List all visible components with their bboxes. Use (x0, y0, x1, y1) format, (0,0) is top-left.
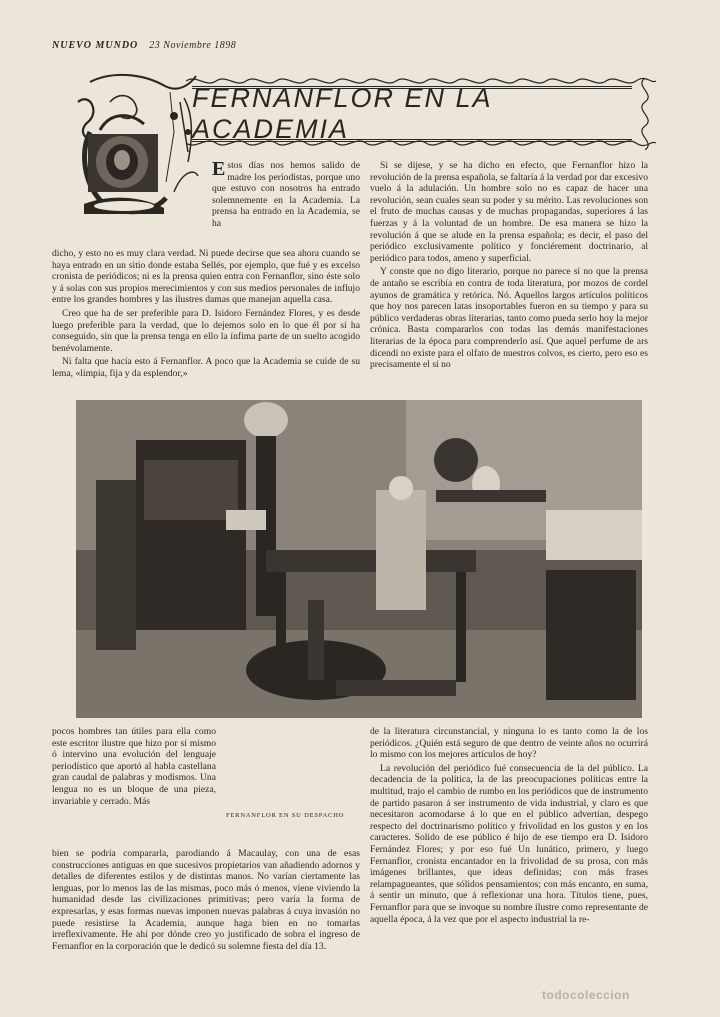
paragraph: Si se dijese, y se ha dicho en efecto, que Fernanflor hizo la revolución de la prensa española, se faltaría á la verdad por dar excesivo vuelo á la adulación. Un hombre solo no es capaz de hacer una revolución, sean cuales sean su poder y su mérito. Las revoluciones son el fruto de muchas causas y de muchas propagandas, superiores á las fuerzas y á la voluntad de un hombre. De esa manera se hizo la revolución á que se alude en la prensa española; es decir, el paso del periódico exclusivamente político y fonciérement doctrinario, al periódico para todos, ameno y superficial. (370, 160, 648, 264)
article-title: FERNANFLOR EN LA ACADEMIA (192, 83, 492, 144)
issue-date: 23 Noviembre 1898 (149, 40, 237, 51)
intro-text: stos días nos hemos salido de madre los periodistas, porque uno que estuvo con nosotros ha entrado solemnemente en la Academia. La prensa ha entrado en la Academia, se ha (212, 160, 360, 229)
text-column-right-lower (370, 726, 648, 927)
article-title-bar (192, 83, 632, 144)
intro-paragraph (212, 160, 360, 230)
paragraph: bien se podría compararla, parodiando á Macaulay, con una de esas construcciones antiguas en que sucesivos propietarios van añadiendo adornos y detalles de diferentes estilos y de distintas manos. No varían ciertamente las lenguas, por lo menos las de las mismas, poco más ó menos, viene viviendo la humanidad desde las civilizaciones primitivas; pero varía la forma de expresarlas, y esas formas nuevas imponen nuevas palabras á cuya invasión no puede resistirse la Academia, aunque haga bien en no tomarlas irreflexivamente. He ahí por dónde creo yo justificado de sobra el ingreso de Fernanflor en la corporación que le dedicó su solemne fiesta del día 13. (52, 848, 360, 952)
text-column-left-lower (52, 848, 360, 954)
watermark-logo: todocoleccion (542, 988, 630, 1002)
title-border-ornament-right (634, 78, 656, 150)
magazine-name: NUEVO MUNDO (52, 40, 139, 51)
photo-illustration (76, 400, 642, 718)
paragraph: dicho, y esto no es muy clara verdad. Ni puede decirse que sea ahora cuando se haya entrado en un sitio donde estaba Sellés, por ejemplo, que fué y es excelso cronista de periódicos; ni es la prensa quien entra con Fernanflor, sino éste solo y á solas con sus propios merecimientos y con sus medios personales de influjo entre los grandes hombres y las ilustres damas que manejan aquella casa. (52, 248, 360, 306)
paragraph: Y conste que no digo literario, porque no parece sí no que la prensa de antaño se escribía en contra de toda literatura, por mozos de cordel ayunos de gramática y retórica. Nó. Aquellos largos artículos políticos que hoy nos parecen latas insoportables fueron en su tiempo y para su público verdaderas obras literarias, tanto como pueda serlo hoy la mejor crónica. Basta compararlos con todas las demás manifestaciones literarias de la época para comprenderlo así. Que aquel perfume de ars dicendi no existe para el olfato de nuestros colvos, es cierto, pero eso es precisamente el sí no (370, 266, 648, 371)
text-column-intro (212, 160, 360, 232)
paragraph: Creo que ha de ser preferible para D. Isidoro Fernández Flores, y es desde luego preferible para la verdad, que lo dejemos solo en lo que él por sí ha conseguido, sin que la prensa tenga en ello la ínfima parte de un suelto acogido benévolamente. (52, 307, 360, 354)
text-column-right-upper (370, 160, 648, 373)
ornamental-initial-illustration (70, 72, 200, 222)
study-photograph (76, 400, 642, 718)
paragraph: Ni falta que hacía esto á Fernanflor. A poco que la Academia se cuide de su lema, «limpia, fija y da esplendor,» (52, 356, 360, 379)
photo-caption: FERNANFLOR EN SU DESPACHO (226, 812, 345, 819)
paragraph: pocos hombres tan útiles para ella como este escritor ilustre que hizo por sí mismo ó intervino una evolución del lenguaje periodístico que aportó al habla castellana gran caudal de palabras y modismos. Una lengua no es un bloque de una pieza, invariable y cerrado. Más (52, 726, 216, 807)
page-header (52, 40, 672, 56)
text-column-left-upper (52, 248, 360, 382)
paragraph: de la literatura circunstancial, y ninguna lo es tanto como la de los periódicos. ¿Quién está seguro de que dentro de veinte años no ocurrirá lo mismo con los mejores artículos de hoy? (370, 726, 648, 761)
paragraph: La revolución del periódico fué consecuencia de la del público. La decadencia de la política, la de las preocupaciones políticas entre la multitud, trajo el cambio de rumbo en los periódicos que de instrumento de partido pasaron á ser instrumento de vida industrial, y claro es que necesitaron acomodarse á lo que en el público advertían, despego respecto del doctrinarismo político y frivolidad en los gustos y en los caracteres. Solido de ese público é hijo de ese tiempo era D. Isidoro Fernández Flores; y por eso fué Un lunático, primero, y luego Fernanflor, cronista encantador en la frivolidad de su prosa, con más imágenes brillantes, que ideas definidas; con más frases relampagueantes, que sólidos pensamientos; con más encanto, en suma, á sentir un minuto, que á reflexionar una hora. Títulos tiene, pues, Fernanflor para que se invoque su nombre ilustre como representante de aquella época, á la vez que por el aspecto industrial la re- (370, 762, 648, 925)
drop-cap: E (212, 158, 226, 180)
text-column-left-lower-narrow (52, 726, 216, 809)
